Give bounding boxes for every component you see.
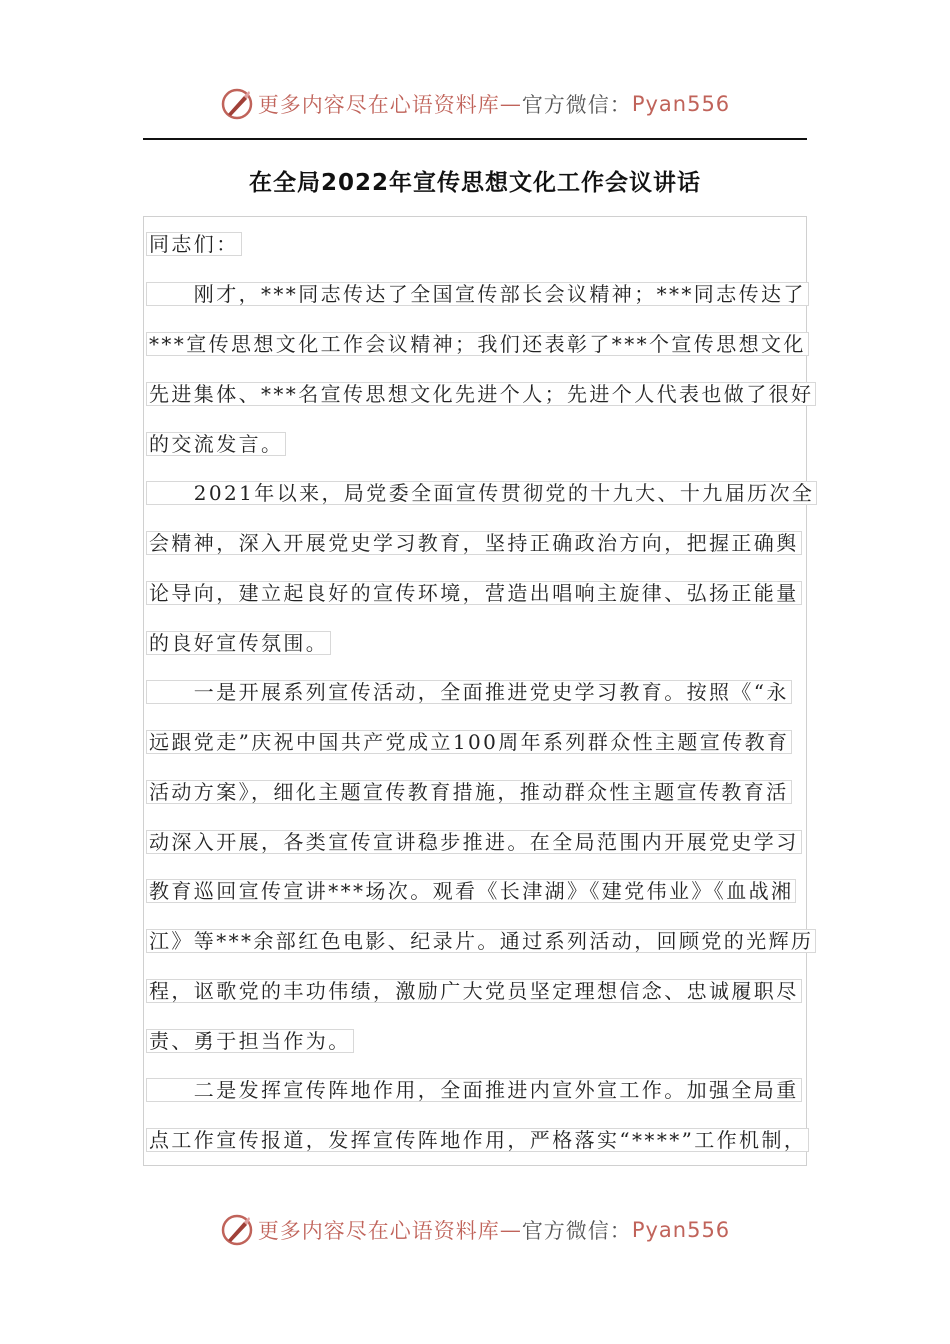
banner-official-label: 官方微信：	[521, 1219, 632, 1243]
banner-brand-text: 更多内容尽在心语资料库	[257, 93, 500, 117]
banner-account: Pyan556	[631, 1218, 731, 1242]
text-line: 动深入开展，各类宣传宣讲稳步推进。在全局范围内开展党史学习	[146, 817, 802, 867]
text-line: 会精神，深入开展党史学习教育，坚持正确政治方向，把握正确舆	[146, 518, 802, 568]
header-divider	[143, 138, 807, 140]
document-title: 在全局2022年宣传思想文化工作会议讲话	[248, 170, 701, 196]
quill-logo-icon	[220, 87, 254, 121]
text-line: 论导向，建立起良好的宣传环境，营造出唱响主旋律、弘扬正能量	[146, 568, 802, 618]
text-line: 的良好宣传氛围。	[146, 618, 331, 668]
text-line: 远跟党走”庆祝中国共产党成立100周年系列群众性主题宣传教育	[146, 717, 792, 767]
header-banner	[0, 84, 950, 124]
text-line: 先进集体、***名宣传思想文化先进个人；先进个人代表也做了很好	[146, 369, 816, 419]
banner-account: Pyan556	[631, 92, 731, 116]
banner-dash: —	[499, 92, 522, 116]
text-line: 江》等***余部红色电影、纪录片。通过系列活动，回顾党的光辉历	[146, 916, 816, 966]
text-line: ***宣传思想文化工作会议精神；我们还表彰了***个宣传思想文化	[146, 319, 809, 369]
text-line: 活动方案》，细化主题宣传教育措施，推动群众性主题宣传教育活	[146, 767, 792, 817]
text-line: 2021年以来，局党委全面宣传贯彻党的十九大、十九届历次全	[146, 468, 817, 518]
text-line: 责、勇于担当作为。	[146, 1016, 354, 1066]
text-line: 一是开展系列宣传活动，全面推进党史学习教育。按照《“永	[146, 667, 792, 717]
text-line: 同志们：	[146, 219, 242, 269]
quill-logo-icon	[220, 1213, 254, 1247]
text-line: 程，讴歌党的丰功伟绩，激励广大党员坚定理想信念、忠诚履职尽	[146, 966, 802, 1016]
text-line: 二是发挥宣传阵地作用，全面推进内宣外宣工作。加强全局重	[146, 1065, 802, 1115]
text-line: 教育巡回宣传宣讲***场次。观看《长津湖》《建党伟业》《血战湘	[146, 866, 796, 916]
text-line: 的交流发言。	[146, 419, 286, 469]
banner-brand-text: 更多内容尽在心语资料库	[257, 1219, 500, 1243]
footer-banner	[0, 1210, 950, 1250]
text-line: 刚才，***同志传达了全国宣传部长会议精神；***同志传达了	[146, 269, 809, 319]
banner-official-label: 官方微信：	[521, 93, 632, 117]
text-line: 点工作宣传报道，发挥宣传阵地作用，严格落实“****”工作机制，	[146, 1115, 809, 1165]
banner-dash: —	[499, 1218, 522, 1242]
